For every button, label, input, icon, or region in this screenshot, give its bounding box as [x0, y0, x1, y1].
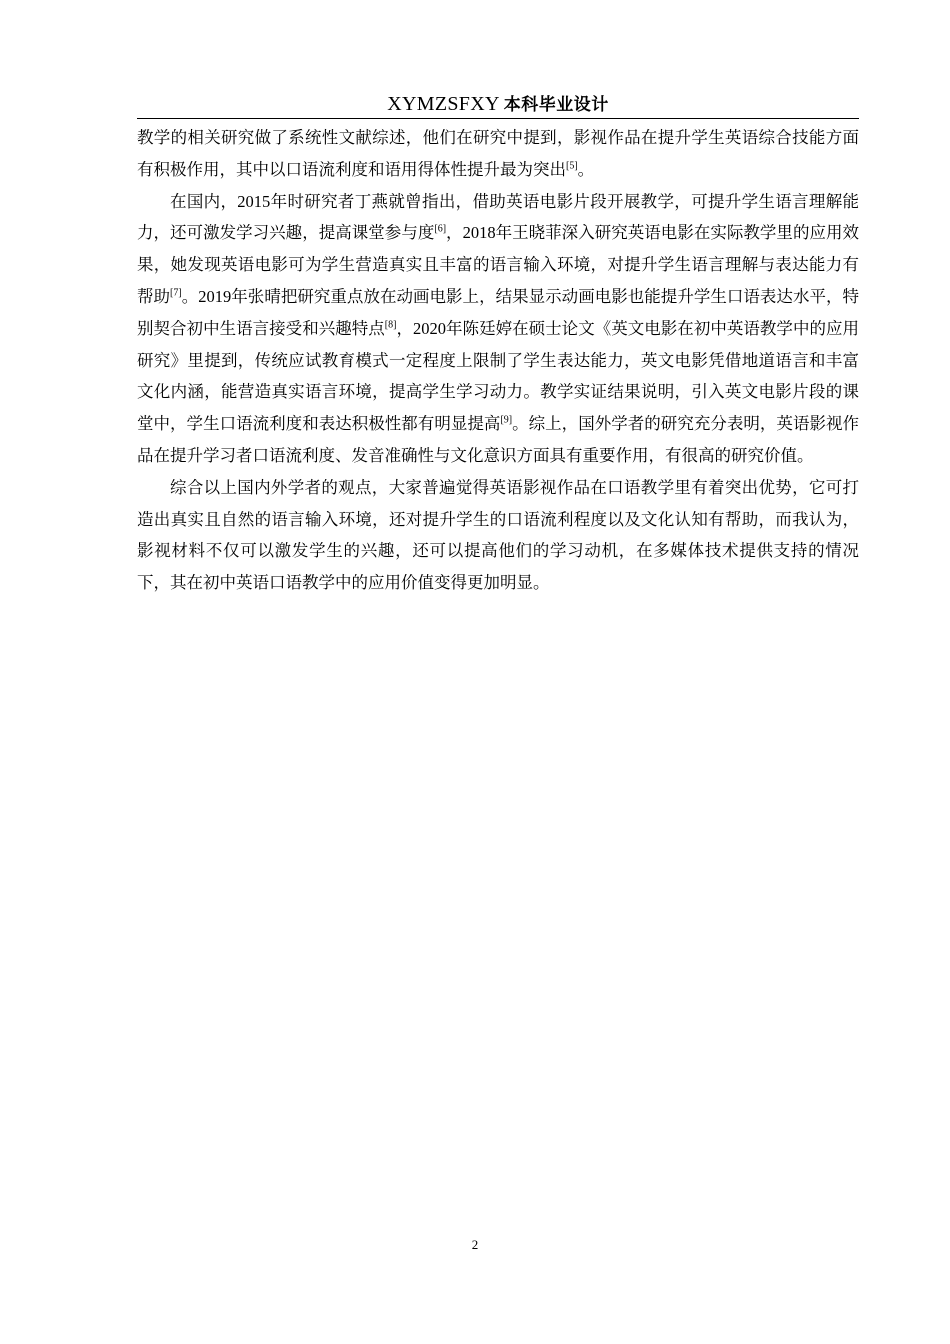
header-title: 本科毕业设计: [503, 95, 609, 115]
page-number: 2: [471, 1237, 479, 1252]
header-text: [387, 88, 608, 120]
citation-ref-5: [5]: [566, 160, 578, 172]
header-code: XYMZSFXY: [387, 93, 500, 115]
document-body: [137, 122, 859, 599]
page-header: [137, 88, 859, 119]
citation-ref-7: [7]: [170, 287, 182, 299]
paragraph-text: 年王晓菲深入研究英语电影在实际教学里的应用效果，她发现英语电影可为学生营造真实且丰富的语言输入环境，对提升学生语言理解与表达能力有帮助: [137, 223, 860, 306]
year-2019: 2019: [198, 286, 232, 306]
paragraph-text: 在国内，: [170, 191, 238, 211]
paragraph-text: 年陈廷婷在硕士论文《英文电影在初中英语教学中的应用研究》里提到，传统应试教育模式一定程度上限制了学生表达能力，英文电影凭借地道语言和丰富文化内涵，能营造真实语言环境，提高学生学习动力。教学实证结果说明，引入英文电影片段的课堂中，学生口语流利度和表达积极性都有明显提高: [137, 318, 860, 434]
citation-ref-9: [9]: [500, 414, 513, 426]
paragraph-text: 综合以上国内外学者的观点，大家普遍觉得英语影视作品在口语教学里有着突出优势，它可打造出真实且自然的语言输入环境，还对提升学生的口语流利程度以及文化认知有帮助，而我认为，影视材料不仅可以激发学生的兴趣，还可以提高他们的学习动机，在多媒体技术提供支持的情况下，其在初中英语口语教学中的应用价值变得更加明显。: [137, 477, 859, 593]
year-2020: 2020: [413, 318, 447, 338]
citation-ref-8: [8]: [384, 319, 397, 331]
paragraph-text: 。综上，国外学者的研究充分表明，英语影视作品在提升学习者口语流利度、发音准确性与文化意识方面具有重要作用，有很高的研究价值。: [137, 414, 860, 465]
paragraph-text: ，: [446, 223, 463, 243]
paragraph-text: 。: [181, 286, 199, 306]
paragraph-text: 年时研究者丁燕就曾指出，借助英语电影片段开展教学，可提升学生语言理解能力，还可激发学习兴趣，提高课堂参与度: [137, 191, 860, 243]
year-2018: 2018: [462, 223, 496, 243]
paragraph-2: [137, 186, 859, 472]
paragraph-text: 教学的相关研究做了系统性文献综述，他们在研究中提到，影视作品在提升学生英语综合技能方面有积极作用，其中以口语流利度和语用得体性提升最为突出: [137, 128, 859, 179]
citation-ref-6: [6]: [434, 223, 447, 235]
paragraph-text: 。: [577, 159, 595, 179]
paragraph-3: [137, 472, 859, 599]
paragraph-text: ，: [396, 318, 414, 338]
paragraph-text: 年张晴把研究重点放在动画电影上，结果显示动画电影也能提升学生口语表达水平，特别契合初中生语言接受和兴趣特点: [137, 286, 860, 338]
paragraph-1: [137, 122, 859, 186]
year-2015: 2015: [237, 191, 271, 211]
